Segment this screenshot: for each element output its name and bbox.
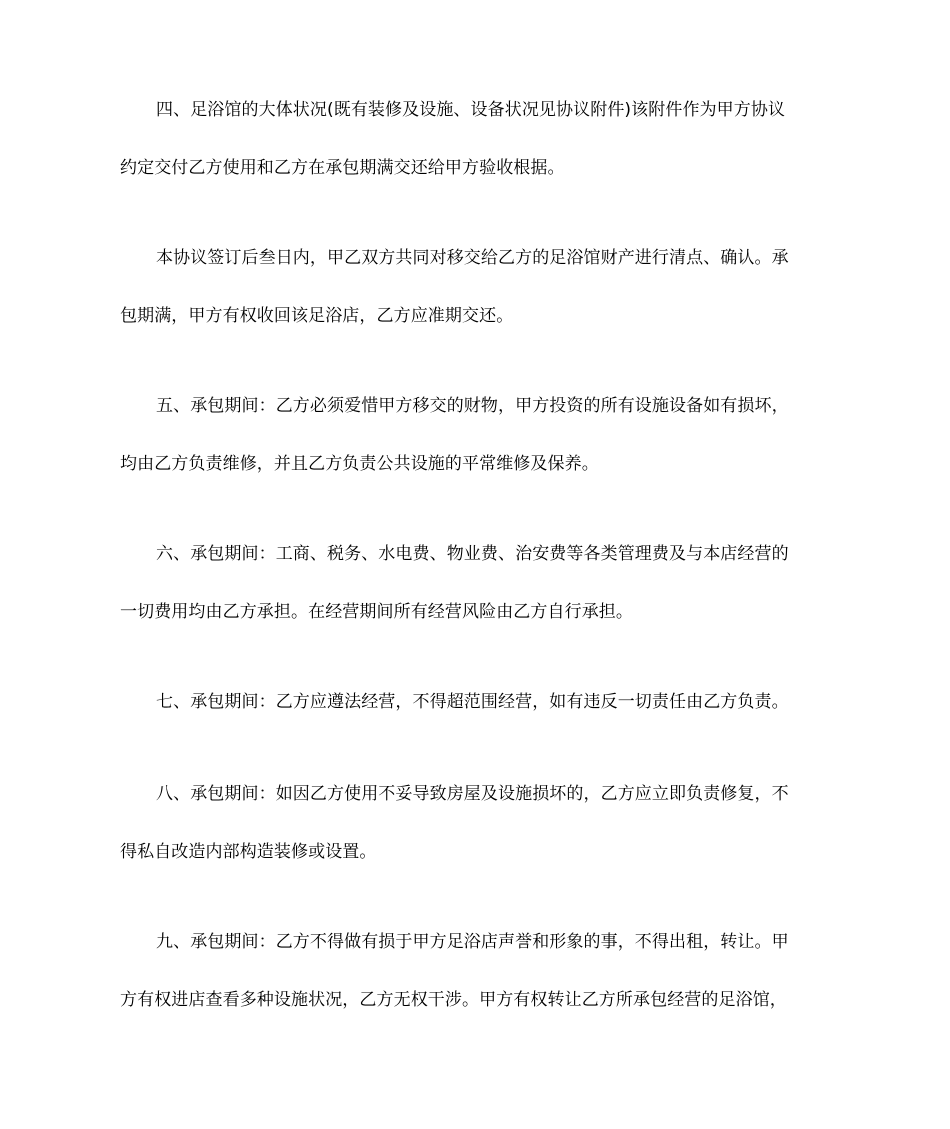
- paragraph-4-line-2: 约定交付乙方使用和乙方在承包期满交还给甲方验收根据。: [120, 158, 565, 178]
- paragraph-5-line-1: 五、承包期间：乙方必须爱惜甲方移交的财物，甲方投资的所有设施设备如有损坏，: [156, 396, 789, 416]
- paragraph-handover-line-2: 包期满，甲方有权收回该足浴店，乙方应准期交还。: [120, 306, 514, 326]
- paragraph-4-line-1: 四、足浴馆的大体状况(既有装修及设施、设备状况见协议附件)该附件作为甲方协议: [156, 100, 786, 120]
- paragraph-7-line-1: 七、承包期间：乙方应遵法经营，不得超范围经营，如有违反一切责任由乙方负责。: [156, 692, 789, 712]
- paragraph-6-line-2: 一切费用均由乙方承担。在经营期间所有经营风险由乙方自行承担。: [120, 602, 633, 622]
- paragraph-8-line-1: 八、承包期间：如因乙方使用不妥导致房屋及设施损坏的，乙方应立即负责修复，不: [156, 784, 789, 804]
- paragraph-9-line-1: 九、承包期间：乙方不得做有损于甲方足浴店声誉和形象的事，不得出租，转让。甲: [156, 932, 789, 952]
- paragraph-handover-line-1: 本协议签订后叁日内，甲乙双方共同对移交给乙方的足浴馆财产进行清点、确认。承: [156, 248, 789, 268]
- paragraph-8-line-2: 得私自改造内部构造装修或设置。: [120, 842, 377, 862]
- paragraph-6-line-1: 六、承包期间：工商、税务、水电费、物业费、治安费等各类管理费及与本店经营的: [156, 544, 789, 564]
- paragraph-9-line-2: 方有权进店查看多种设施状况，乙方无权干涉。甲方有权转让乙方所承包经营的足浴馆，: [120, 990, 787, 1010]
- paragraph-5-line-2: 均由乙方负责维修，并且乙方负责公共设施的平常维修及保养。: [120, 454, 599, 474]
